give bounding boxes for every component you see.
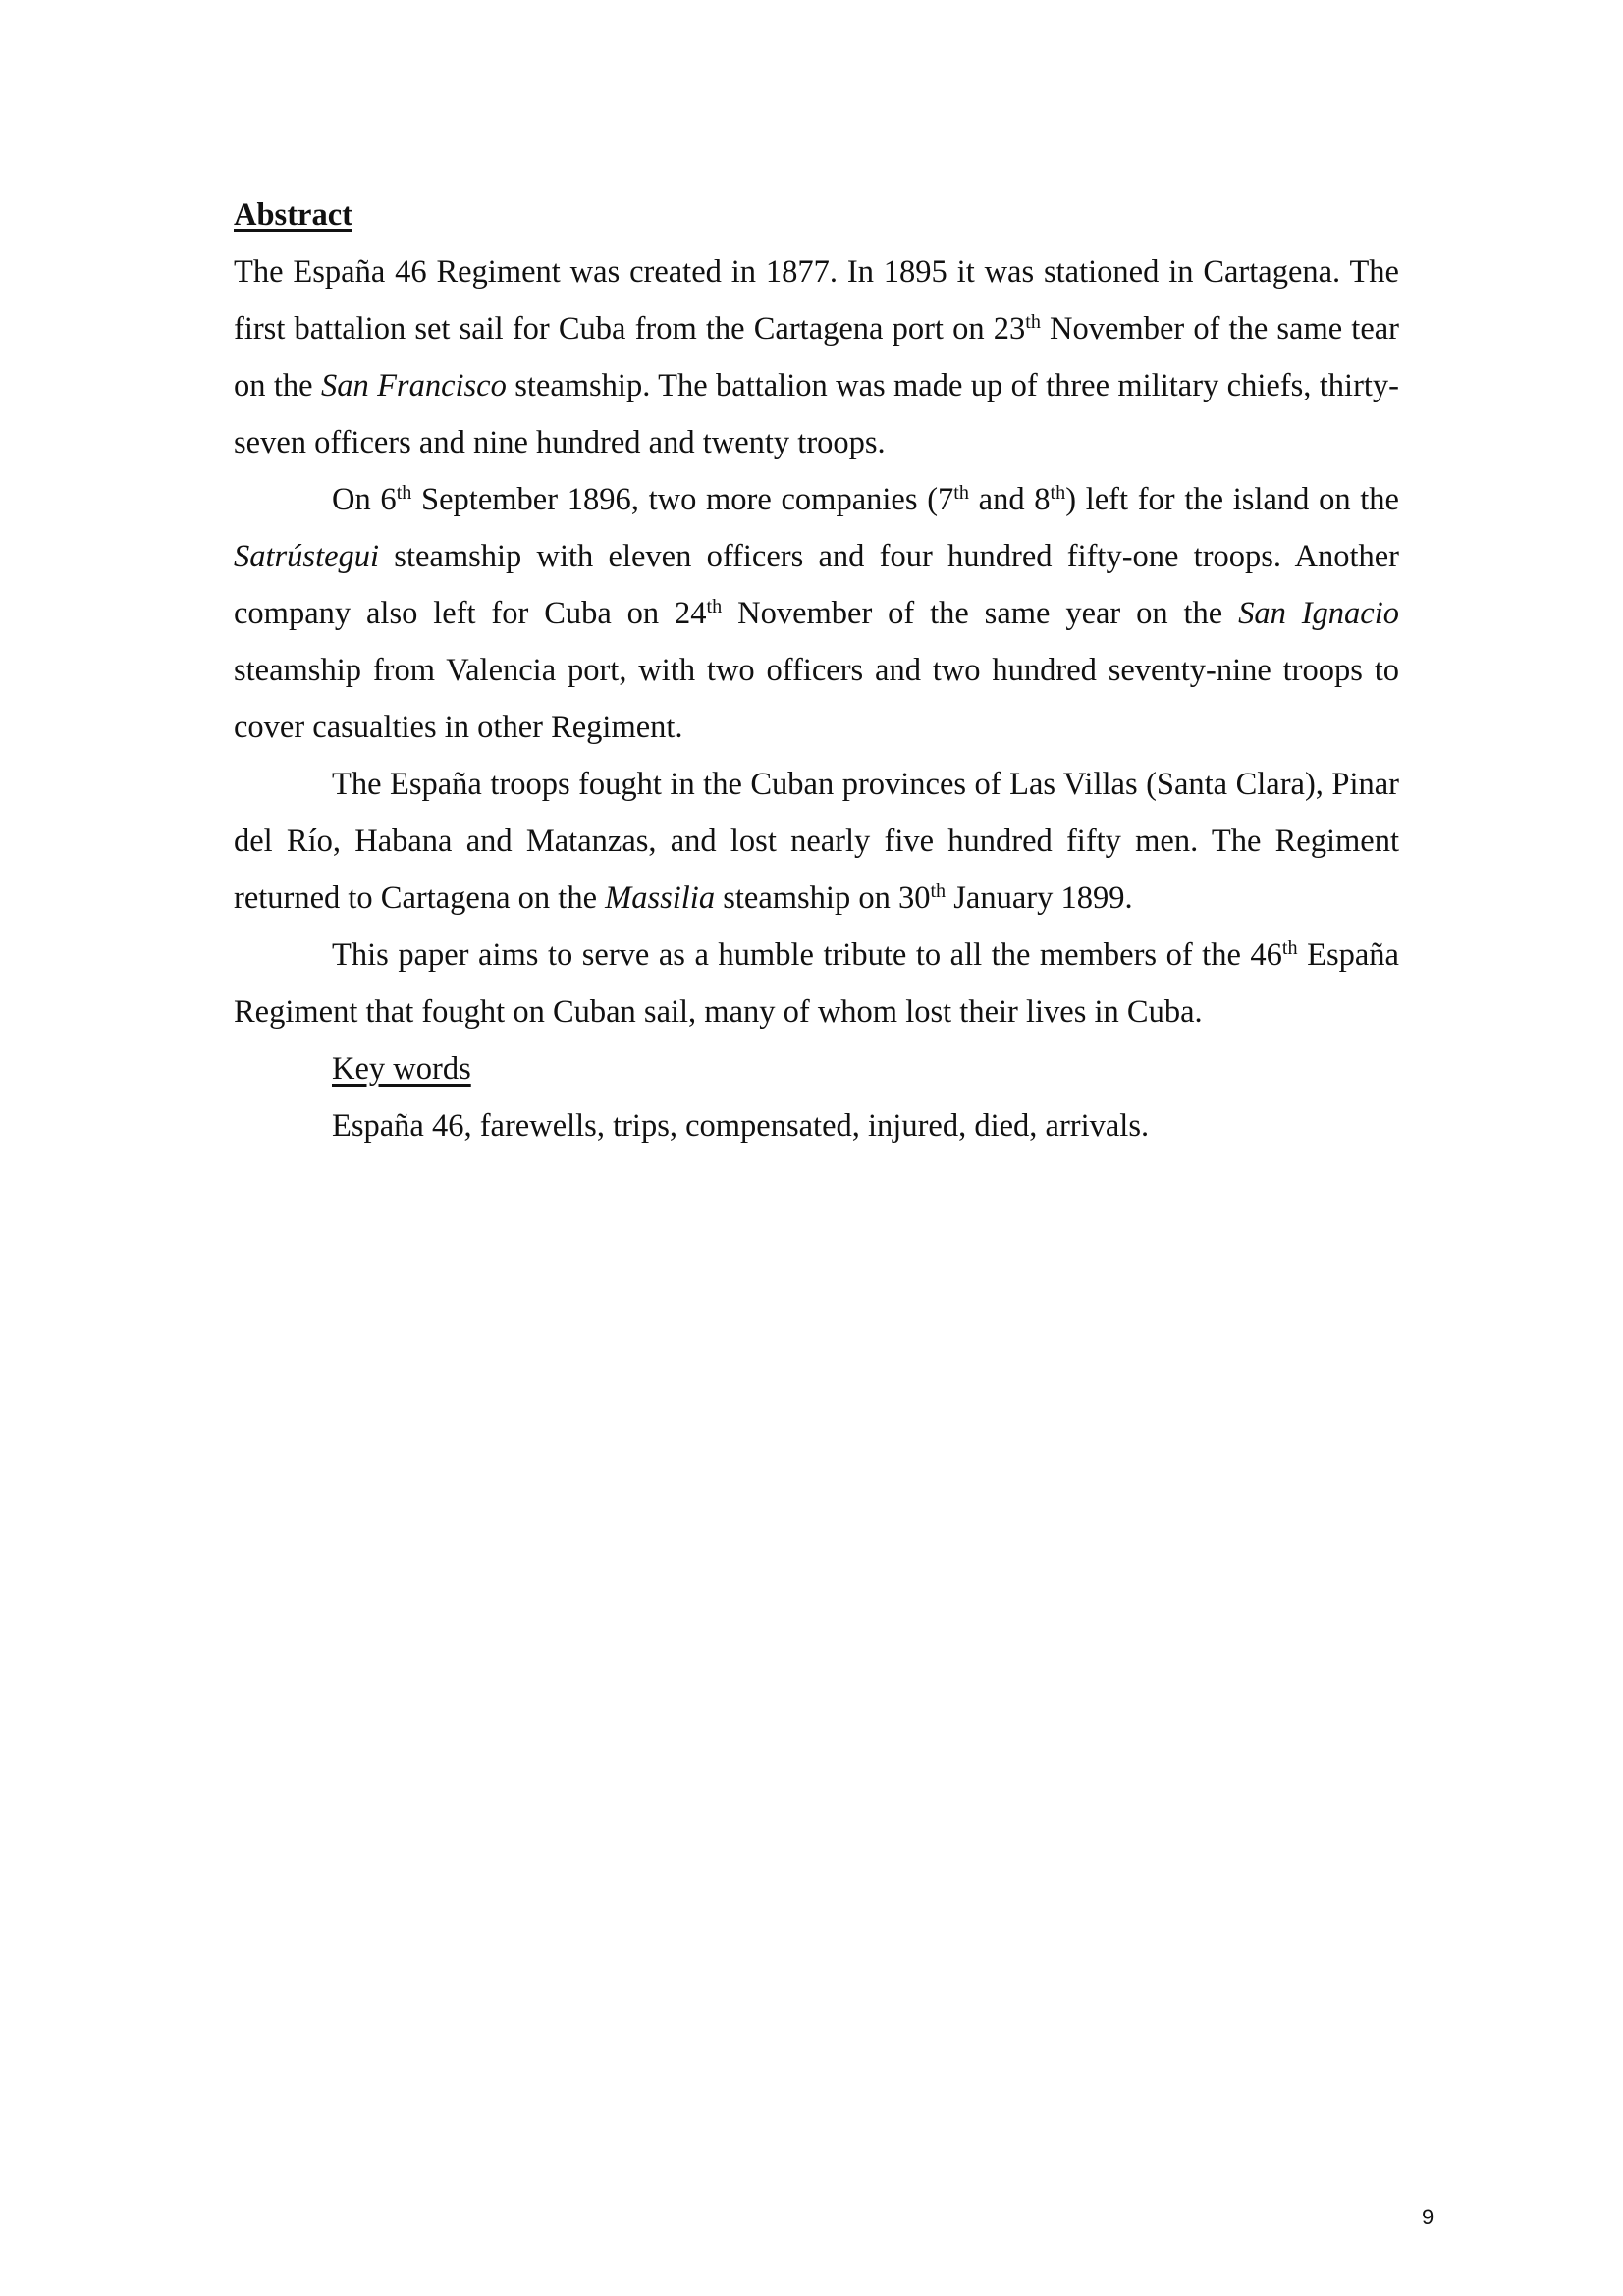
ship-name: San Ignacio [1238,596,1399,631]
text-run: The España troops fought in the Cuban provinces of Las Villas (Santa Clara), Pinar del Río, Habana and Matanzas, and lost nearly five hundred fifty men. The Regiment returned to Cartagena on the [234,767,1399,916]
abstract-paragraph-2 [234,471,1399,756]
abstract-section [234,187,1399,1154]
text-run: and 8 [968,482,1051,517]
abstract-heading: Abstract [234,197,352,233]
text-run: January 1899. [946,881,1133,916]
ordinal-suffix: th [1281,936,1298,959]
text-run: On 6 [332,482,397,517]
text-run: steamship with eleven officers and four hundred fifty-one troops. Another company also left for Cuba on 24 [234,539,1399,631]
ordinal-suffix: th [930,880,947,902]
text-run: This paper aims to serve as a humble tribute to all the members of the 46 [332,937,1282,973]
ordinal-suffix: th [1025,310,1041,333]
text-run: España Regiment that fought on Cuban sail, many of whom lost their lives in Cuba. [234,937,1399,1030]
ordinal-suffix: th [1050,481,1066,504]
text-run: ) left for the island on the [1065,482,1399,517]
ordinal-suffix: th [706,595,723,617]
ship-name: Satrústegui [234,539,380,574]
keywords-heading-line [234,1041,1399,1097]
page-number: 9 [1422,2205,1434,2229]
keywords-list: España 46, farewells, trips, compensated, injured, died, arrivals. [332,1108,1150,1144]
abstract-paragraph-4 [234,927,1399,1041]
ship-name: Massilia [605,881,716,916]
ship-name: San Francisco [320,368,507,403]
abstract-paragraph-1 [234,243,1399,471]
ordinal-suffix: th [953,481,969,504]
text-run: steamship on 30 [715,881,931,916]
keywords-heading: Key words [332,1051,471,1087]
abstract-paragraph-3 [234,756,1399,927]
text-run: September 1896, two more companies (7 [411,482,954,517]
text-run: November of the same year on the [722,596,1239,631]
text-run: The España 46 Regiment was created in 1877. In 1895 it was stationed in Cartagena. The first battalion set sail for Cuba from the Cartagena port on 23 [234,254,1399,347]
ordinal-suffix: th [396,481,412,504]
text-run: November of the same tear on the [234,311,1400,403]
text-run: steamship from Valencia port, with two officers and two hundred seventy-nine troops to cover casualties in other Regiment. [234,653,1399,745]
text-run: steamship. The battalion was made up of three military chiefs, thirty-seven officers and nine hundred and twenty troops. [234,368,1399,460]
